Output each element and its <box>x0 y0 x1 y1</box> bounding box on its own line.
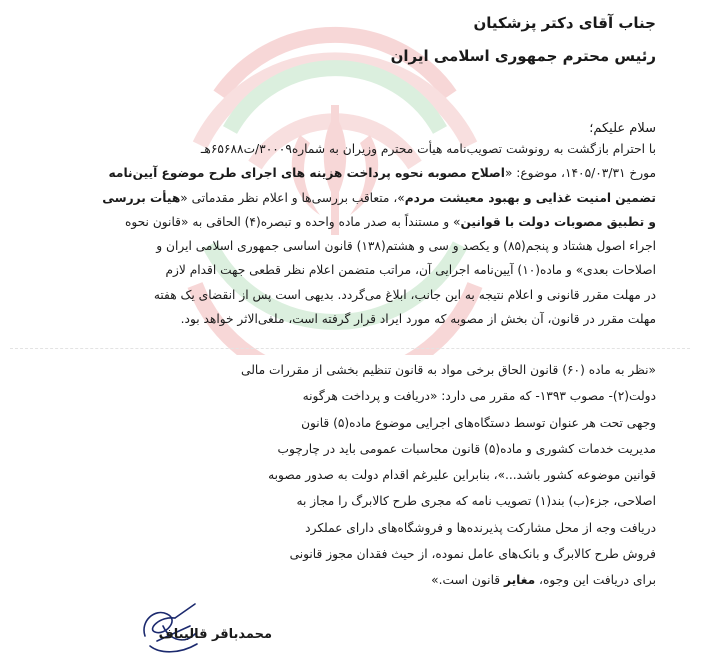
body-text: » و مستنداً به صدر ماده واحده و تبصره(۴) الحاقی به «قانون نحوه <box>125 214 461 229</box>
resolution-subject: اصلاح مصوبه نحوه پرداخت هزینه های اجرای طرح موضوع آیین‌نامه <box>108 166 505 181</box>
letter-body <box>56 137 656 331</box>
board-name: هیأت بررسی <box>102 190 181 205</box>
quote-line: قوانین موضوعه کشور باشد...»، بنابراین علیرغم اقدام دولت به صدور مصوبه <box>268 468 656 483</box>
body-line: اجراء اصول هشتاد و پنجم(۸۵) و یکصد و سی و هشتم(۱۳۸) قانون اساسی جمهوری اسلامی ایران و <box>156 239 656 254</box>
body-text: »، متعاقب بررسی‌ها و اعلام نظر مقدماتی « <box>180 190 405 205</box>
quote-line: دولت(۲)- مصوب ۱۳۹۳- که مقرر می دارد: «دریافت و پرداخت هرگونه <box>302 389 656 404</box>
quote-text: قانون است.» <box>431 573 504 588</box>
quote-text: برای دریافت این وجوه، <box>535 573 656 588</box>
quote-line: دریافت وجه از محل مشارکت پذیرنده‌ها و فروشگاه‌های دارای عملکرد <box>305 520 656 535</box>
body-line: مهلت مقرر در قانون، آن بخش از مصوبه که مورد ایراد قرار گرفته است، ملغی‌الاثر خواهد بود. <box>180 312 656 327</box>
addressee-name: جناب آقای دکتر پزشکیان <box>473 14 656 32</box>
signer-name: محمدباقر قالیباف <box>158 627 272 642</box>
body-line <box>56 161 656 185</box>
section-divider <box>10 348 690 349</box>
quote-line: اصلاحی، جزء(ب) بند(۱) تصویب نامه که مجری طرح کالابرگ را مجاز به <box>296 494 656 509</box>
regulation-title: تضمین امنیت غذایی و بهبود معیشت مردم <box>404 190 656 205</box>
quote-line <box>56 567 656 593</box>
body-line <box>56 210 656 234</box>
quote-line: مدیریت خدمات کشوری و ماده(۵) قانون محاسبات عمومی باید در چارچوب <box>277 441 656 456</box>
body-line: اصلاحات بعدی» و ماده(۱۰) آیین‌نامه اجرایی آن، مراتب متضمن اعلام نظر قطعی جهت اقدام لازم <box>165 263 656 278</box>
body-line <box>56 186 656 210</box>
body-line: در مهلت مقرر قانونی و اعلام نتیجه به این جانب، ابلاغ می‌گردد. بدیهی است پس از انقضای یک هفته <box>153 287 656 302</box>
addressee-title: رئیس محترم جمهوری اسلامی ایران <box>390 47 656 65</box>
quoted-opinion <box>56 357 656 594</box>
quote-line: فروش طرح کالابرگ و بانک‌های عامل نموده، از حیث فقدان مجوز قانونی <box>289 547 656 562</box>
quote-line: وجهی تحت هر عنوان توسط دستگاه‌های اجرایی موضوع ماده(۵) قانون <box>301 415 656 430</box>
body-line: با احترام بازگشت به رونوشت تصویب‌نامه هیأت محترم وزیران به شماره۳۰۰۰۹/ت۶۵۶۸۸هـ <box>200 142 656 156</box>
board-name-cont: و تطبیق مصوبات دولت با قوانین <box>460 214 656 229</box>
verdict-word: مغایر <box>503 573 536 588</box>
body-text: مورخ ۱۴۰۵/۰۳/۳۱، موضوع: « <box>504 166 656 181</box>
quote-line: «نظر به ماده (۶۰) قانون الحاق برخی مواد به قانون تنظیم بخشی از مقررات مالی <box>241 363 656 377</box>
greeting: سلام علیکم؛ <box>589 121 656 136</box>
